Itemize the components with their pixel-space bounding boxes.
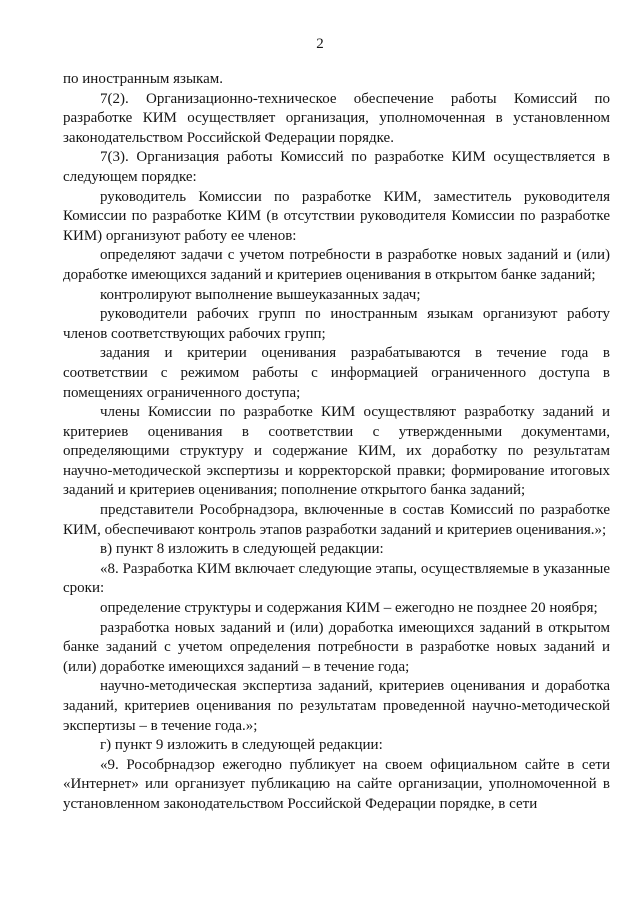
paragraph: научно-методическая экспертиза заданий, критериев оценивания и доработка заданий, критериев оценивания по результатам проведенной научно-методической экспертизы – в течение года.»; — [63, 678, 610, 734]
paragraph: «8. Разработка КИМ включает следующие этапы, осуществляемые в указанные сроки: — [63, 560, 610, 597]
paragraph: члены Комиссии по разработке КИМ осуществляют разработку заданий и критериев оценивания в соответствии с утвержденными документами, определяющими структуру и содержание КИМ, их доработку по результатам научно-методической экспертизы и корректорской правки; формирование итоговых заданий и критериев оценивания; пополнение открытого банка заданий; — [63, 404, 610, 499]
paragraph: г) пункт 9 изложить в следующей редакции: — [100, 737, 383, 754]
paragraph: руководитель Комиссии по разработке КИМ, заместитель руководителя Комиссии по разработке КИМ (в отсутствии руководителя Комиссии по разработке КИМ) организуют работу ее членов: — [63, 188, 610, 244]
paragraph: руководители рабочих групп по иностранным языкам организуют работу членов соответствующих рабочих групп; — [63, 306, 610, 342]
paragraph: определение структуры и содержания КИМ – ежегодно не позднее 20 ноября; — [100, 600, 598, 617]
paragraph: 7(2). Организационно-техническое обеспечение работы Комиссий по разработке КИМ осуществляет организация, уполномоченная в установленном законодательством Российской Федерации порядке. — [63, 90, 610, 146]
paragraph: задания и критерии оценивания разрабатываются в течение года в соответствии с режимом работы с информацией ограниченного доступа в помещениях ограниченного доступа; — [63, 345, 610, 401]
paragraph: по иностранным языкам. — [63, 71, 223, 87]
paragraph: в) пункт 8 изложить в следующей редакции: — [100, 541, 384, 558]
paragraph: 7(3). Организация работы Комиссий по разработке КИМ осуществляется в следующем порядке: — [63, 149, 610, 185]
paragraph: определяют задачи с учетом потребности в разработке новых заданий и (или) доработке имеющихся заданий и критериев оценивания в открытом банке заданий; — [63, 247, 610, 283]
paragraph: контролируют выполнение вышеуказанных задач; — [100, 286, 421, 303]
document-body — [63, 70, 610, 815]
paragraph: представители Рособрнадзора, включенные в состав Комиссий по разработке КИМ, обеспечивают контроль этапов разработки заданий и критериев оценивания.»; — [63, 502, 610, 538]
paragraph: разработка новых заданий и (или) доработка имеющихся заданий в открытом банке заданий с учетом определения потребности в разработке новых заданий и (или) доработке имеющихся заданий – в течение года; — [63, 619, 610, 675]
paragraph: «9. Рособрнадзор ежегодно публикует на своем официальном сайте в сети «Интернет» или организует публикацию на сайте организации, уполномоченной в установленном законодательством Российской Федерации порядке, в сети — [63, 756, 610, 812]
page-number: 2 — [316, 36, 324, 52]
